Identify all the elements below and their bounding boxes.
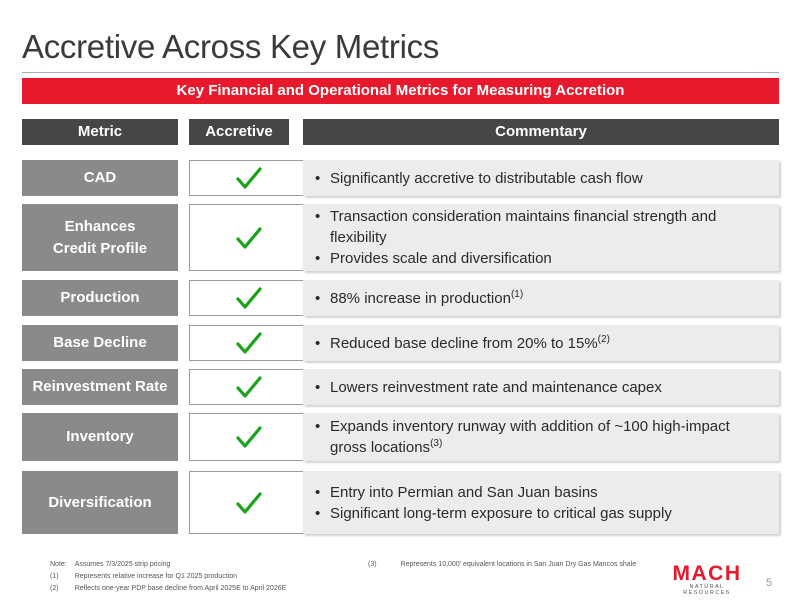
metric-label: Enhances Credit Profile (22, 204, 178, 271)
footnote-marker: (2) (597, 333, 610, 345)
commentary-bullet: • Significantly accretive to distributable cash flow (313, 168, 769, 189)
column-header-metric: Metric (22, 119, 178, 145)
checkmark-icon (236, 425, 262, 449)
page-title: Accretive Across Key Metrics (22, 28, 440, 65)
metric-label: Base Decline (22, 325, 178, 361)
commentary-cell (303, 325, 779, 361)
section-banner: Key Financial and Operational Metrics for Measuring Accretion (22, 78, 779, 104)
footnotes-left (48, 558, 294, 596)
accretive-cell (189, 369, 309, 405)
commentary-bullet: • Provides scale and diversification (313, 248, 769, 269)
commentary-bullet: • Significant long-term exposure to critical gas supply (313, 503, 769, 524)
accretive-cell (189, 204, 309, 271)
logo-subtitle: NATURAL RESOURCES (683, 584, 731, 596)
accretive-cell (189, 280, 309, 316)
page-number: 5 (766, 577, 773, 589)
footnote-marker: (1) (50, 573, 59, 580)
accretive-cell (189, 160, 309, 196)
footnote-text: Assumes 7/3/2025 strip pricing (74, 561, 171, 568)
metric-label: Production (22, 280, 178, 316)
metric-row-credit-profile (22, 204, 779, 271)
commentary-cell (303, 413, 779, 461)
checkmark-icon (236, 286, 262, 310)
commentary-bullet: • Transaction consideration maintains financial strength and flexibility (313, 206, 769, 248)
commentary-cell (303, 280, 779, 316)
metric-row-base-decline (22, 325, 779, 361)
checkmark-icon (236, 491, 262, 515)
metric-label: Diversification (22, 471, 178, 534)
footnote-text: Reflects one-year PDP base decline from April 2025E to April 2026E (74, 585, 287, 592)
footnote-marker: (3) (368, 561, 377, 568)
commentary-bullet: • Entry into Permian and San Juan basins (313, 482, 769, 503)
footnote-label: Note: (50, 561, 67, 568)
metric-row-reinvestment-rate (22, 369, 779, 405)
accretive-cell (189, 413, 309, 461)
metric-label: Reinvestment Rate (22, 369, 178, 405)
metric-label: Inventory (22, 413, 178, 461)
footnotes-right (366, 558, 644, 572)
footnote-marker: (2) (50, 585, 59, 592)
title-divider (22, 72, 779, 73)
logo-wordmark: MACH (672, 562, 742, 585)
company-logo (668, 564, 746, 596)
metric-row-diversification (22, 471, 779, 534)
metric-row-cad (22, 160, 779, 196)
commentary-cell (303, 369, 779, 405)
metric-row-inventory (22, 413, 779, 461)
checkmark-icon (236, 226, 262, 250)
footnote-text: Represents relative increase for Q1 2025 production (74, 573, 237, 580)
commentary-bullet: • Lowers reinvestment rate and maintenance capex (313, 377, 769, 398)
commentary-cell (303, 160, 779, 196)
checkmark-icon (236, 375, 262, 399)
footnote-text: Represents 10,000' equivalent locations in San Juan Dry Gas Mancos shale (400, 561, 637, 568)
column-header-commentary: Commentary (303, 119, 779, 145)
footnote-marker: (3) (430, 438, 443, 449)
checkmark-icon (236, 331, 262, 355)
commentary-bullet: • Reduced base decline from 20% to 15%$^{(2)}$ (313, 333, 769, 354)
metric-label: CAD (22, 160, 178, 196)
footnote-marker: (1) (510, 288, 524, 300)
accretive-cell (189, 471, 309, 534)
checkmark-icon (236, 166, 262, 190)
commentary-bullet: • 88% increase in production$^{(1)}$ (313, 288, 769, 309)
accretive-cell (189, 325, 309, 361)
commentary-cell (303, 204, 779, 271)
commentary-cell (303, 471, 779, 534)
column-header-accretive: Accretive (189, 119, 289, 145)
metric-row-production (22, 280, 779, 316)
commentary-bullet: • Expands inventory runway with addition of ~100 high-impact gross locations$^{(3)}$ (313, 416, 769, 458)
